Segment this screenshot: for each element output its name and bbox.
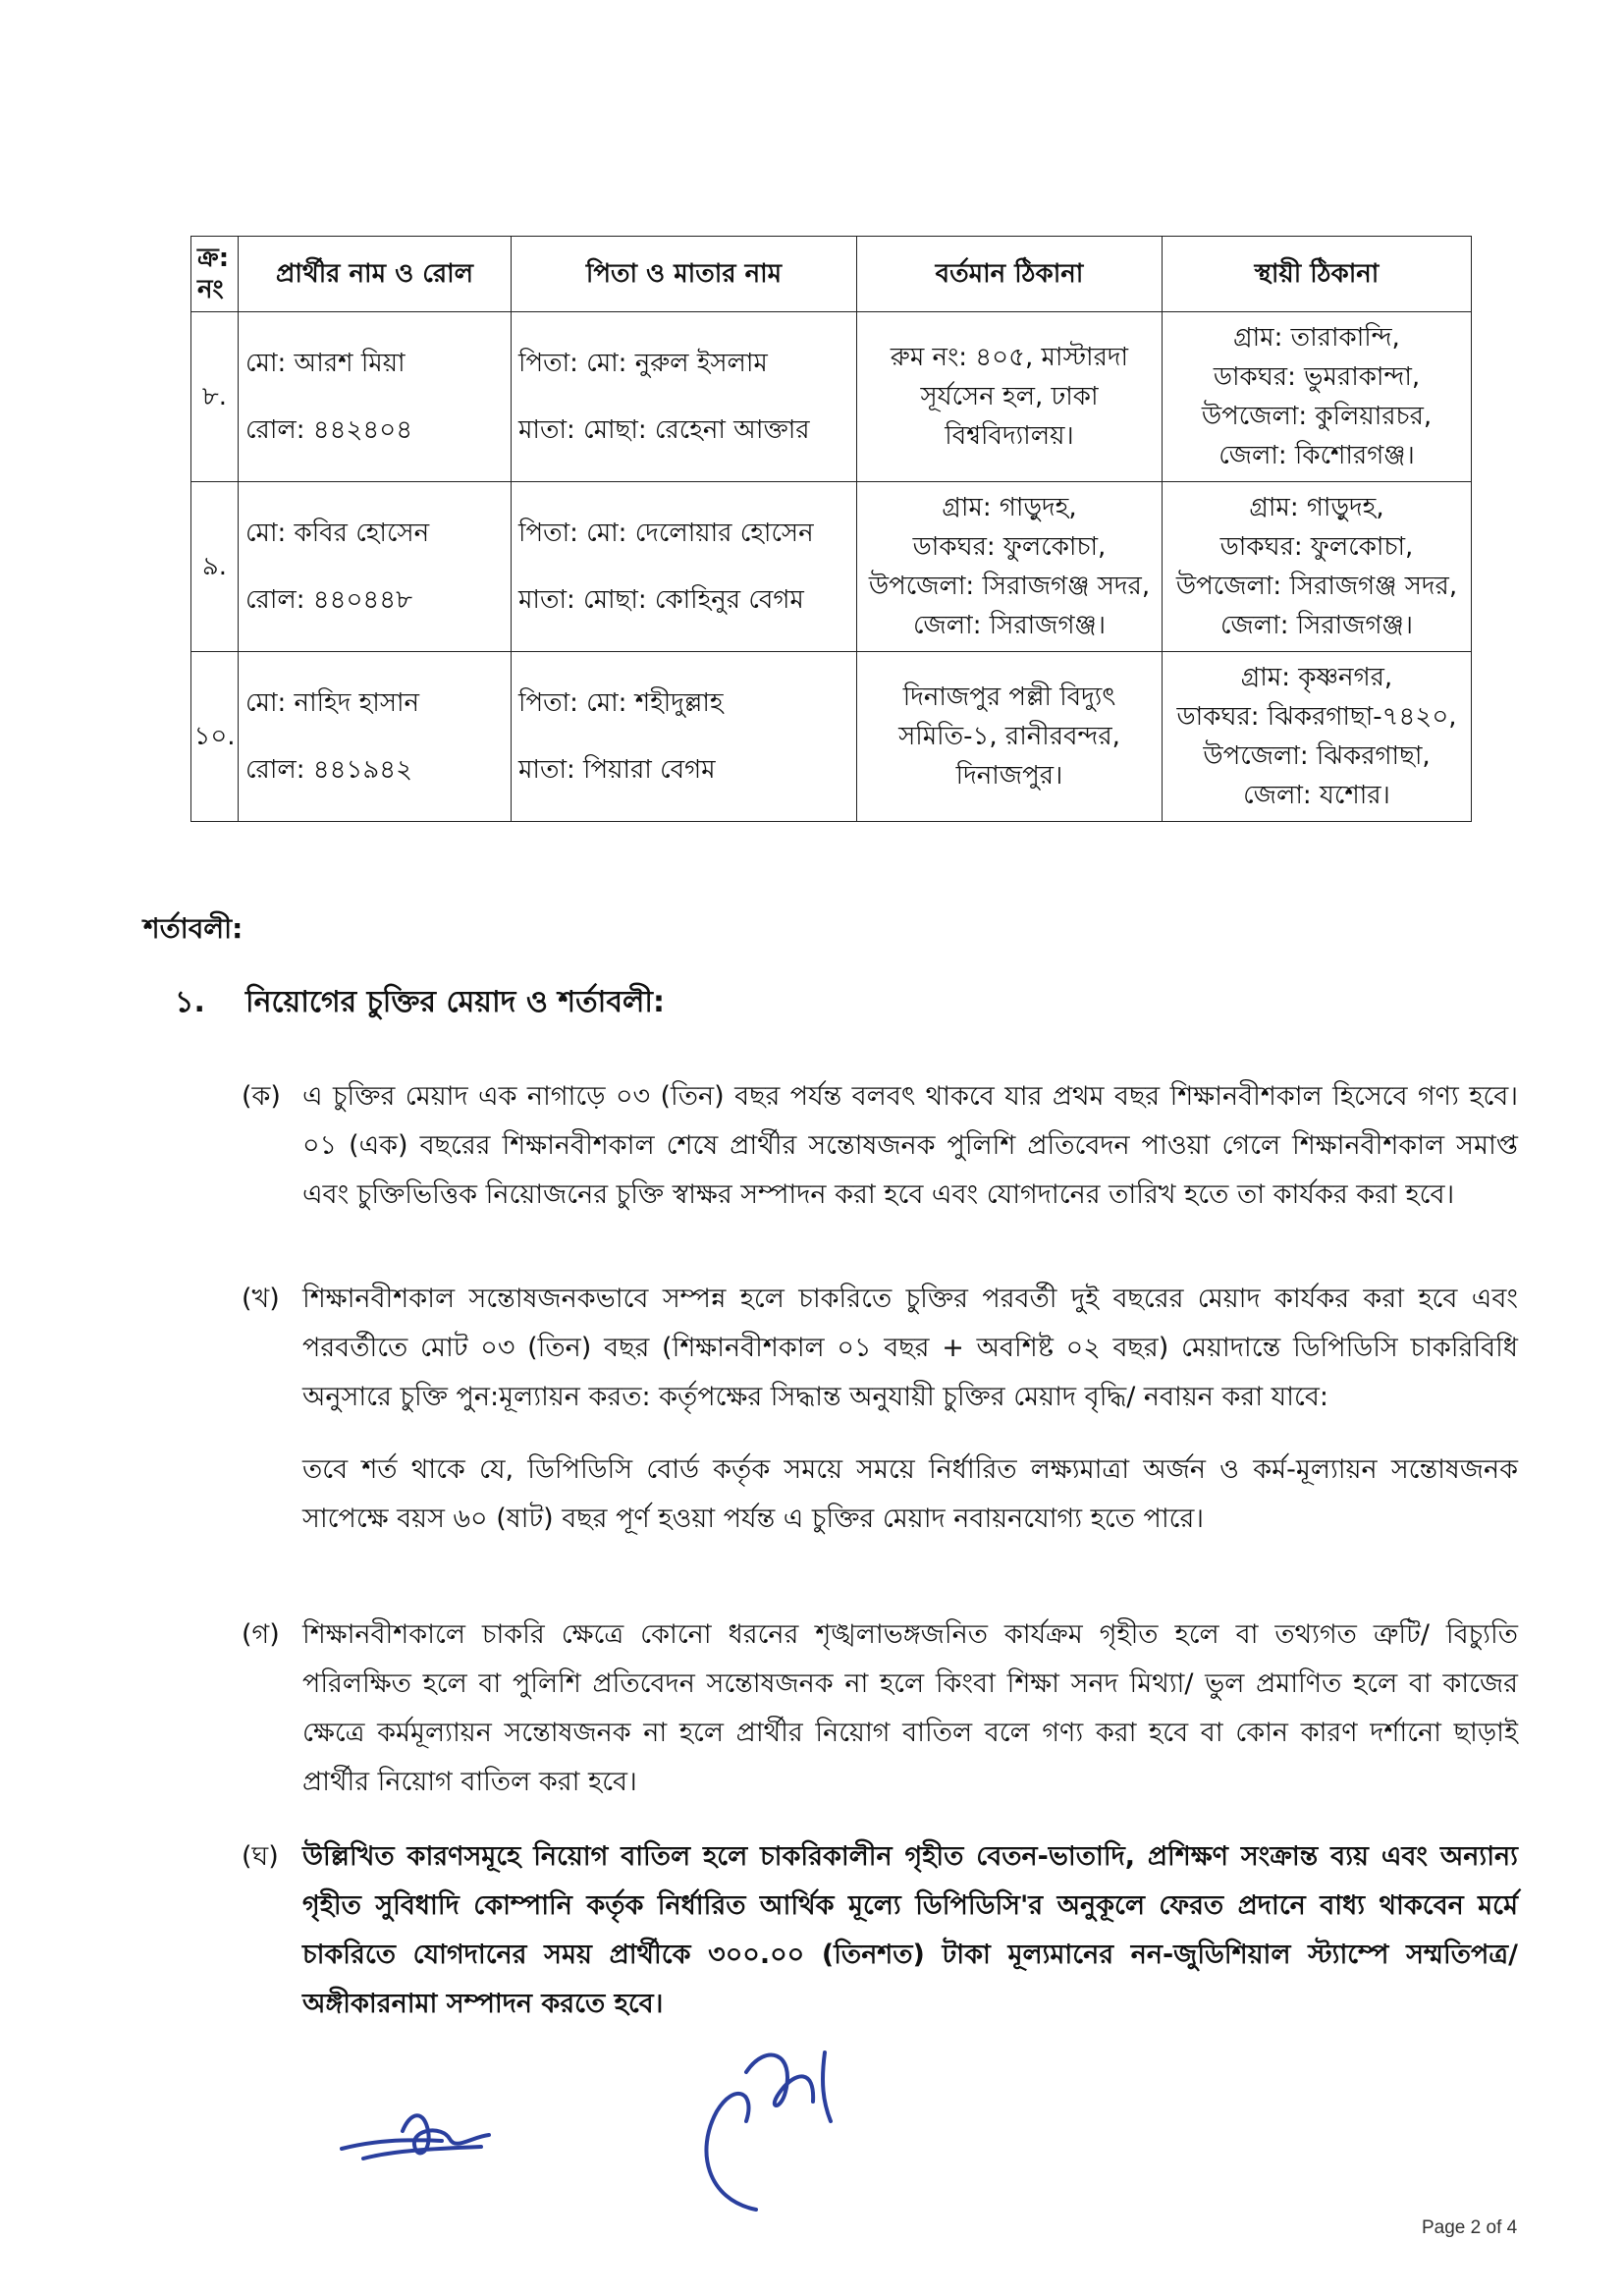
- clause-proviso: তবে শর্ত থাকে যে, ডিপিডিসি বোর্ড কর্তৃক সময়ে সময়ে নির্ধারিত লক্ষ্যমাত্রা অর্জন ও কর্ম-মূল্যায়ন সন্তোষজনক সাপেক্ষে বয়স ৬০ (ষাট) বছর পূর্ণ হওয়া পর্যন্ত এ চুক্তির মেয়াদ নবায়নযোগ্য হতে পারে।: [302, 1454, 1518, 1534]
- candidate-name: মো: আরশ মিয়া: [245, 349, 406, 378]
- clause-ka: [242, 1072, 1518, 1220]
- candidate-roll: রোল: ৪৪১৯৪২: [245, 755, 413, 785]
- clause-marker: (খ): [242, 1284, 280, 1314]
- table-row: [191, 312, 1472, 482]
- address-line: জেলা: সিরাজগঞ্জ।: [912, 611, 1106, 640]
- page-number: Page 2 of 4: [1422, 2217, 1518, 2238]
- candidate-roll: রোল: ৪৪০৪৪৮: [245, 585, 413, 615]
- address-line: সূর্যসেন হল, ঢাকা: [920, 382, 1099, 411]
- address-line: বিশ্ববিদ্যালয়।: [945, 421, 1074, 451]
- mother-name: মাতা: মোছা: রেহেনা আক্তার: [518, 415, 810, 445]
- address-line: ডাকঘর: ফুলকোচা,: [1219, 532, 1414, 562]
- cell-name-roll: [239, 652, 512, 822]
- clause-kha: [242, 1275, 1518, 1544]
- cell-serial: ১০.: [191, 652, 239, 822]
- address-line: সমিতি-১, রানীরবন্দর,: [898, 722, 1120, 751]
- cell-name-roll: [239, 482, 512, 652]
- cell-permanent-address: [1163, 482, 1472, 652]
- header-present-address: বর্তমান ঠিকানা: [857, 237, 1163, 312]
- address-line: গ্রাম: গাড়ুদহ,: [942, 493, 1077, 522]
- address-line: গ্রাম: কৃষ্ণনগর,: [1240, 663, 1393, 692]
- header-permanent-address: স্থায়ী ঠিকানা: [1163, 237, 1472, 312]
- cell-parents: [512, 482, 857, 652]
- cell-permanent-address: [1163, 312, 1472, 482]
- mother-name: মাতা: পিয়ারা বেগম: [518, 755, 716, 785]
- cell-permanent-address: [1163, 652, 1472, 822]
- address-line: জেলা: সিরাজগঞ্জ।: [1219, 611, 1413, 640]
- header-name-roll: প্রার্থীর নাম ও রোল: [239, 237, 512, 312]
- clause-marker: (গ): [242, 1619, 280, 1650]
- clause-text: এ চুক্তির মেয়াদ এক নাগাড়ে ০৩ (তিন) বছর পর্যন্ত বলবৎ থাকবে যার প্রথম বছর শিক্ষানবীশকাল হিসেবে গণ্য হবে। ০১ (এক) বছরের শিক্ষানবীশকাল শেষে প্রার্থীর সন্তোষজনক পুলিশি প্রতিবেদন পাওয়া গেলে শিক্ষানবীশকাল সমাপ্ত এবং চুক্তিভিত্তিক নিয়োজনের চুক্তি স্বাক্ষর সম্পাদন করা হবে এবং যোগদানের তারিখ হতে তা কার্যকর করা হবে।: [302, 1081, 1518, 1210]
- candidate-name: মো: নাহিদ হাসান: [245, 688, 420, 718]
- address-line: দিনাজপুর।: [955, 761, 1063, 791]
- clause-gha: [242, 1832, 1518, 2029]
- father-name: পিতা: মো: শহীদুল্লাহ: [518, 688, 724, 718]
- clause-text: শিক্ষানবীশকালে চাকরি ক্ষেত্রে কোনো ধরনের শৃঙ্খলাভঙ্গজনিত কার্যক্রম গৃহীত হলে বা তথ্যগত ত্রুটি/ বিচ্যুতি পরিলক্ষিত হলে বা পুলিশি প্রতিবেদন সন্তোষজনক না হলে কিংবা শিক্ষা সনদ মিথ্যা/ ভুল প্রমাণিত হলে বা কাজের ক্ষেত্রে কর্মমূল্যায়ন সন্তোষজনক না হলে প্রার্থীর নিয়োগ বাতিল বলে গণ্য করা হবে বা কোন কারণ দর্শানো ছাড়াই প্রার্থীর নিয়োগ বাতিল করা হবে।: [302, 1619, 1518, 1797]
- address-line: গ্রাম: তারাকান্দি,: [1233, 323, 1400, 353]
- address-line: জেলা: কিশোরগঞ্জ।: [1218, 441, 1415, 470]
- address-line: উপজেলা: সিরাজগঞ্জ সদর,: [1175, 572, 1458, 601]
- cell-parents: [512, 312, 857, 482]
- address-line: জেলা: যশোর।: [1243, 781, 1390, 810]
- clause-text: শিক্ষানবীশকাল সন্তোষজনকভাবে সম্পন্ন হলে চাকরিতে চুক্তির পরবর্তী দুই বছরের মেয়াদ কার্যকর করা হবে এবং পরবর্তীতে মোট ০৩ (তিন) বছর (শিক্ষানবীশকাল ০১ বছর + অবশিষ্ট ০২ বছর) মেয়াদান্তে ডিপিডিসি চাকরিবিধি অনুসারে চুক্তি পুন:মূল্যায়ন করত: কর্তৃপক্ষের সিদ্ধান্ত অনুযায়ী চুক্তির মেয়াদ বৃদ্ধি/ নবায়ন করা যাবে:: [302, 1284, 1518, 1412]
- address-line: রুম নং: ৪০৫, মাস্টারদা: [890, 343, 1129, 372]
- header-serial: ক্র: নং: [191, 237, 239, 312]
- clause-marker: (ঘ): [242, 1841, 279, 1872]
- header-parents: পিতা ও মাতার নাম: [512, 237, 857, 312]
- address-line: ডাকঘর: ফুলকোচা,: [912, 532, 1107, 562]
- address-line: উপজেলা: সিরাজগঞ্জ সদর,: [868, 572, 1151, 601]
- address-line: উপজেলা: ঝিকরগাছা,: [1203, 741, 1431, 771]
- address-line: উপজেলা: কুলিয়ারচর,: [1201, 402, 1433, 431]
- clause-text: উল্লিখিত কারণসমূহে নিয়োগ বাতিল হলে চাকরিকালীন গৃহীত বেতন-ভাতাদি, প্রশিক্ষণ সংক্রান্ত ব্যয় এবং অন্যান্য গৃহীত সুবিধাদি কোম্পানি কর্তৃক নির্ধারিত আর্থিক মূল্যে ডিপিডিসি'র অনুকূলে ফেরত প্রদানে বাধ্য থাকবেন মর্মে চাকরিতে যোগদানের সময় প্রার্থীকে ৩০০.০০ (তিনশত) টাকা মূল্যমানের নন-জুডিশিয়াল স্ট্যাম্পে সম্মতিপত্র/ অঙ্গীকারনামা সম্পাদন করতে হবে।: [302, 1841, 1518, 2019]
- section-title-text: নিয়োগের চুক্তির মেয়াদ ও শর্তাবলী:: [245, 985, 665, 1019]
- signature-left-icon: [334, 2102, 511, 2180]
- cell-present-address: [857, 482, 1163, 652]
- cell-present-address: [857, 312, 1163, 482]
- address-line: ডাকঘর: ঝিকরগাছা-৭৪২০,: [1176, 702, 1457, 732]
- terms-heading: শর্তাবলী:: [143, 912, 244, 945]
- address-line: ডাকঘর: ভুমরাকান্দা,: [1213, 362, 1421, 392]
- candidate-name: মো: কবির হোসেন: [245, 519, 430, 548]
- cell-parents: [512, 652, 857, 822]
- father-name: পিতা: মো: নুরুল ইসলাম: [518, 349, 768, 378]
- candidate-roll: রোল: ৪৪২৪০৪: [245, 415, 413, 445]
- cell-serial: ৮.: [191, 312, 239, 482]
- signature-right-icon: [687, 2033, 854, 2229]
- father-name: পিতা: মো: দেলোয়ার হোসেন: [518, 519, 814, 548]
- cell-present-address: [857, 652, 1163, 822]
- table-row: [191, 652, 1472, 822]
- clause-marker: (ক): [242, 1081, 281, 1112]
- address-line: গ্রাম: গাড়ুদহ,: [1249, 493, 1384, 522]
- table-row: [191, 482, 1472, 652]
- candidate-table: [190, 236, 1472, 822]
- address-line: দিনাজপুর পল্লী বিদ্যুৎ: [902, 683, 1116, 712]
- mother-name: মাতা: মোছা: কোহিনুর বেগম: [518, 585, 804, 615]
- table-header-row: [191, 237, 1472, 312]
- section-title: [175, 978, 665, 1028]
- clause-ga: [242, 1611, 1518, 1807]
- section-number: ১.: [175, 985, 205, 1019]
- cell-serial: ৯.: [191, 482, 239, 652]
- cell-name-roll: [239, 312, 512, 482]
